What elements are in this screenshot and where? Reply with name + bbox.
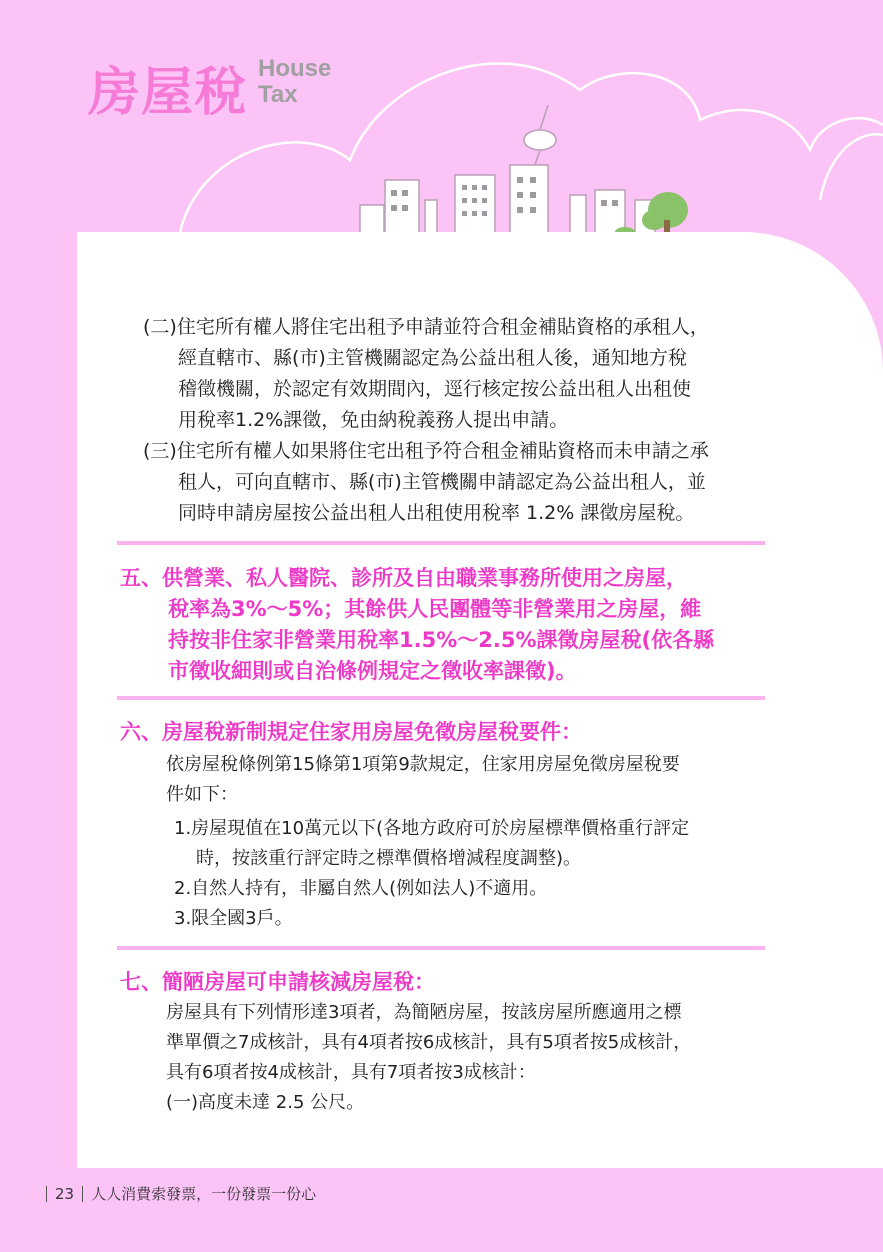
title-en-line2: Tax (258, 81, 298, 108)
list-item-1: 1.房屋現值在10萬元以下(各地方政府可於房屋標準價格重行評定 (174, 818, 690, 839)
divider (117, 696, 765, 700)
section-six-heading: 六、房屋稅新制規定住家用房屋免徵房屋稅要件： (120, 720, 582, 744)
subsection-two-line-1: (二)住宅所有權人將住宅出租予申請並符合租金補貼資格的承租人， (143, 316, 709, 338)
divider (117, 946, 765, 950)
section-six-intro-line-2: 件如下： (166, 784, 238, 805)
subsection-two (143, 312, 783, 436)
section-seven-line-3: 具有6項者按4成核計，具有7項者按3成核計： (166, 1062, 536, 1083)
section-five-line-2: 稅率為3%～5%；其餘供人民團體等非營業用之房屋，維 (168, 597, 702, 621)
page-number: 23 (55, 1184, 75, 1203)
subsection-two-line-2: 經直轄市、縣(市)主管機關認定為公益出租人後，通知地方稅 (178, 347, 687, 369)
section-seven-body (166, 998, 778, 1118)
subsection-two-marker: (二) (143, 316, 177, 338)
section-seven-line-1: 房屋具有下列情形達3項者，為簡陋房屋，按該房屋所應適用之標 (166, 1002, 682, 1023)
page-footer (46, 1183, 316, 1204)
subsection-two-line-4: 用稅率1.2%課徵，免由納稅義務人提出申請。 (178, 409, 569, 431)
section-five-line-3: 持按非住家非營業用稅率1.5%～2.5%課徵房屋稅(依各縣 (168, 628, 715, 652)
section-five (120, 563, 780, 687)
section-five-line-1: 五、供營業、私人醫院、診所及自由職業事務所使用之房屋， (120, 566, 687, 590)
subsection-three (143, 436, 783, 529)
page-title: 房屋稅 (88, 63, 248, 123)
subsection-two-line-3: 稽徵機關，於認定有效期間內，逕行核定按公益出租人出租使 (178, 378, 692, 400)
section-seven-heading: 七、簡陋房屋可申請核減房屋稅： (120, 970, 435, 994)
section-six-intro-line-1: 依房屋稅條例第15條第1項第9款規定，住家用房屋免徵房屋稅要 (166, 754, 680, 775)
buildings (360, 165, 655, 235)
subsection-three-line-2: 租人，可向直轄市、縣(市)主管機關申請認定為公益出租人，並 (178, 471, 706, 493)
footer-separator (82, 1186, 83, 1202)
section-seven-line-4: (一)高度未達 2.5 公尺。 (166, 1092, 365, 1113)
list-item-1-cont: 時，按該重行評定時之標準價格增減程度調整)。 (196, 848, 582, 869)
title-en-line1: House (258, 55, 332, 82)
subsection-three-line-3: 同時申請房屋按公益出租人出租使用稅率 1.2% 課徵房屋稅。 (178, 502, 695, 524)
footer-slogan: 人人消費索發票，一份發票一份心 (91, 1185, 317, 1203)
section-six-intro (166, 750, 776, 810)
subsection-three-line-1: (三)住宅所有權人如果將住宅出租予符合租金補貼資格而未申請之承 (143, 440, 709, 462)
section-seven-line-2: 準單價之7成核計，具有4項者按6成核計，具有5項者按5成核計， (166, 1032, 692, 1053)
subsection-three-marker: (三) (143, 440, 177, 462)
list-item-2: 2.自然人持有，非屬自然人(例如法人)不適用。 (174, 878, 548, 899)
city-skyline-illustration (0, 0, 883, 260)
list-item-3: 3.限全國3戶。 (174, 908, 293, 929)
divider (117, 541, 765, 545)
page-title-english (258, 56, 331, 108)
footer-separator (46, 1186, 47, 1202)
section-five-line-4: 市徵收細則或自治條例規定之徵收率課徵)。 (168, 659, 577, 683)
section-six-list (174, 814, 774, 934)
